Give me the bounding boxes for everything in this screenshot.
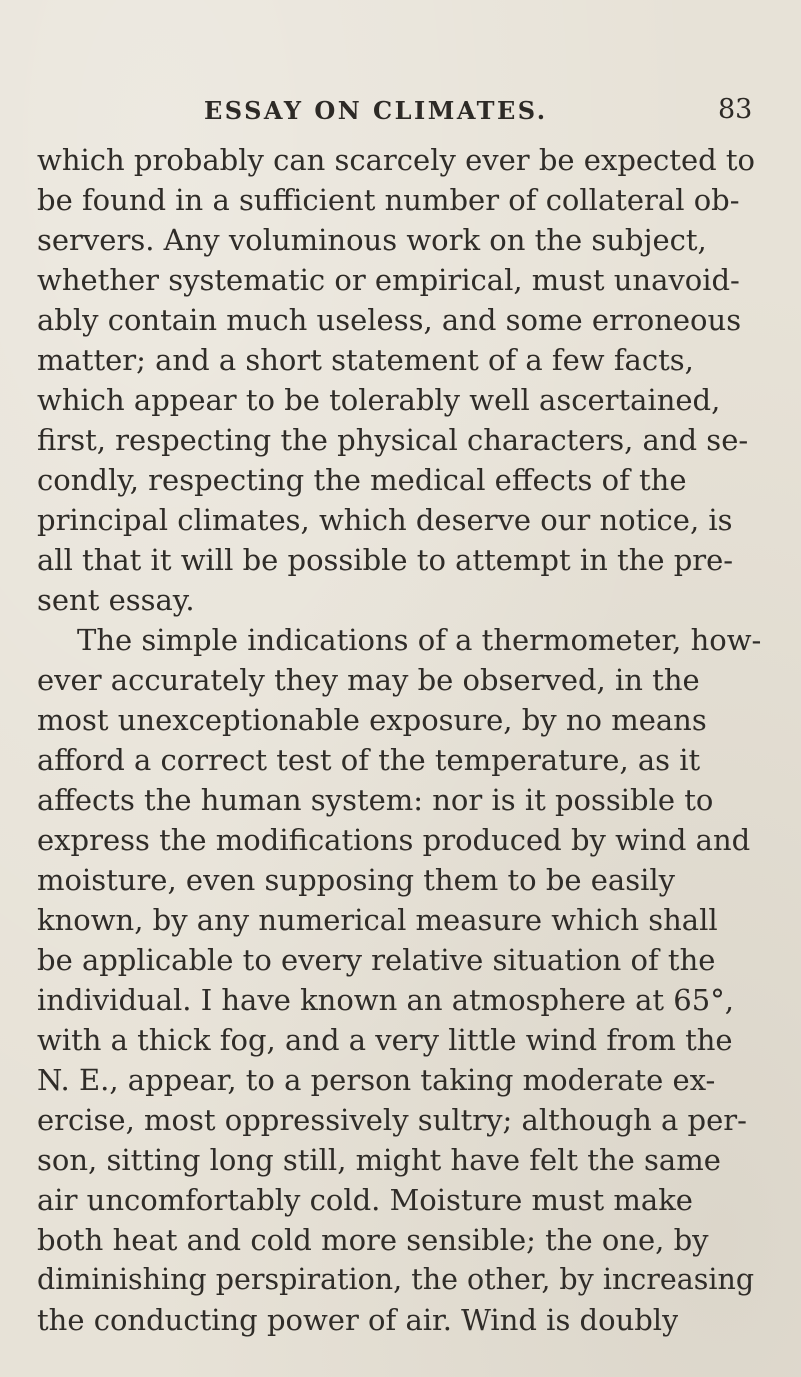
text-line: express the modifications produced by wind and	[37, 823, 751, 857]
text-line: moisture, even supposing them to be easily	[37, 863, 676, 897]
text-line: N. E., appear, to a person taking moderate ex-	[37, 1063, 716, 1097]
text-line: sent essay.	[37, 583, 195, 617]
text-line: ercise, most oppressively sultry; although a per-	[37, 1103, 747, 1137]
text-line: with a thick fog, and a very little wind from the	[37, 1023, 733, 1057]
text-line: air uncomfortably cold. Moisture must make	[37, 1183, 693, 1217]
text-line: individual. I have known an atmosphere at 65°,	[37, 983, 734, 1017]
text-line: affects the human system: nor is it possible to	[37, 783, 714, 817]
running-title: ESSAY ON CLIMATES.	[204, 96, 548, 125]
text-line: ever accurately they may be observed, in the	[37, 663, 700, 697]
text-line: matter; and a short statement of a few facts,	[37, 343, 694, 377]
text-line: which probably can scarcely ever be expected to	[37, 143, 756, 177]
page-header	[0, 96, 801, 136]
text-line: afford a correct test of the temperature, as it	[37, 743, 701, 777]
text-line: servers. Any voluminous work on the subject,	[37, 223, 707, 257]
text-line: be found in a sufficient number of collateral ob-	[37, 183, 740, 217]
text-line: first, respecting the physical characters, and se-	[37, 423, 749, 457]
text-line: be applicable to every relative situation of the	[37, 943, 716, 977]
text-line: known, by any numerical measure which shall	[37, 903, 718, 937]
text-line: diminishing perspiration, the other, by increasing	[37, 1263, 755, 1296]
text-line: ably contain much useless, and some erroneous	[37, 303, 742, 337]
text-line: the conducting power of air. Wind is doubly	[37, 1303, 679, 1337]
text-line: which appear to be tolerably well ascertained,	[37, 383, 721, 417]
text-line: principal climates, which deserve our notice, is	[37, 503, 733, 537]
text-line: condly, respecting the medical effects of the	[37, 463, 687, 497]
text-line: all that it will be possible to attempt in the pre-	[37, 543, 734, 577]
text-line: both heat and cold more sensible; the one, by	[37, 1223, 709, 1257]
text-line: most unexceptionable exposure, by no means	[37, 703, 707, 737]
text-line: The simple indications of a thermometer, how-	[77, 623, 762, 657]
text-line: son, sitting long still, might have felt the same	[37, 1143, 721, 1177]
text-line: whether systematic or empirical, must unavoid-	[37, 263, 740, 297]
page-number: 83	[718, 94, 753, 125]
